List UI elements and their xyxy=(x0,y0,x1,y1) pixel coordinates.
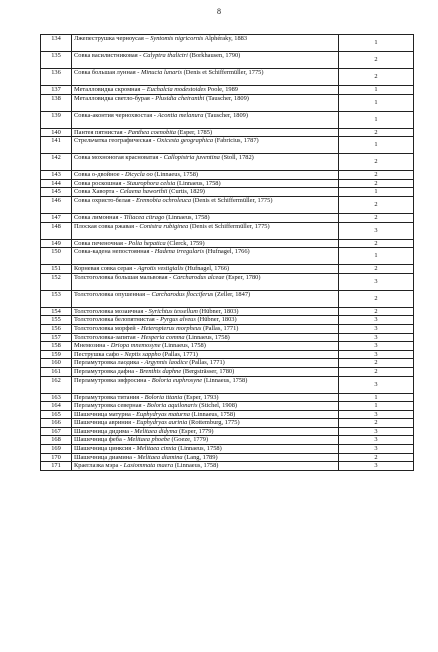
scientific-name: Boloria aquilonaris xyxy=(146,402,198,410)
row-number: 149 xyxy=(41,239,72,248)
species-name xyxy=(72,248,339,265)
author-year: (Stichel, 1908) xyxy=(197,402,238,410)
russian-name: Перламутровка лаодика - xyxy=(74,359,145,367)
category-value: 1 xyxy=(339,94,414,111)
author-year: (Linnaeus, 1758) xyxy=(160,342,206,350)
author-year: (Esper, 1785) xyxy=(175,128,213,136)
scientific-name: Panthea coenobita xyxy=(127,128,176,136)
table-row xyxy=(41,316,414,325)
scientific-name: Boloria euphrosyne xyxy=(151,376,203,384)
scientific-name: Lasiommata maera xyxy=(123,462,174,470)
russian-name: Плоская совка ржавая - xyxy=(74,222,140,230)
row-number: 157 xyxy=(41,333,72,342)
author-year: (Hufnagel, 1766) xyxy=(183,265,230,273)
table-row xyxy=(41,350,414,359)
scientific-name: Brenthis daphne xyxy=(139,367,182,375)
table-row xyxy=(41,273,414,290)
scientific-name: Argynnis laodice xyxy=(144,359,188,367)
scientific-name: Euchalcia modestoides xyxy=(146,86,206,93)
scientific-name: Agrotis vestigialis xyxy=(137,265,184,273)
category-value: 3 xyxy=(339,333,414,342)
table-row xyxy=(41,154,414,171)
row-number: 170 xyxy=(41,453,72,462)
author-year: (Linnaeus, 1758) xyxy=(184,333,230,341)
author-year: (Pallas, 1771) xyxy=(187,359,225,367)
row-number: 162 xyxy=(41,376,72,393)
row-number: 141 xyxy=(41,137,72,154)
scientific-name: Hadena irregularis xyxy=(154,248,205,256)
russian-name: Шашечница феба - xyxy=(74,436,128,444)
table-row xyxy=(41,35,414,52)
species-name xyxy=(72,367,339,376)
species-name xyxy=(72,52,339,69)
row-number: 163 xyxy=(41,393,72,402)
row-number: 167 xyxy=(41,427,72,436)
category-value: 3 xyxy=(339,376,414,393)
row-number: 154 xyxy=(41,307,72,316)
table-row xyxy=(41,427,414,436)
row-number: 134 xyxy=(41,35,72,52)
scientific-name: Syntomis nigricornis xyxy=(150,35,204,42)
table-row xyxy=(41,453,414,462)
category-value: 3 xyxy=(339,324,414,333)
russian-name: Корневая совка серая - xyxy=(74,265,138,273)
russian-name: Металловидка скромная – xyxy=(74,86,147,93)
scientific-name: Pyrgus alveus xyxy=(160,316,196,324)
table-row xyxy=(41,94,414,111)
table-row xyxy=(41,462,414,471)
category-value: 2 xyxy=(339,154,414,171)
species-name xyxy=(72,196,339,213)
author-year: (Pallas, 1771) xyxy=(201,324,239,332)
row-number: 161 xyxy=(41,367,72,376)
species-name xyxy=(72,350,339,359)
table-row xyxy=(41,367,414,376)
author-year: (Stoll, 1782) xyxy=(219,154,254,162)
table-row xyxy=(41,222,414,239)
author-year: (Clerck, 1759) xyxy=(165,239,205,247)
table-row xyxy=(41,196,414,213)
category-value: 2 xyxy=(339,196,414,213)
species-name xyxy=(72,128,339,137)
category-value: 1 xyxy=(339,248,414,265)
russian-name: Толстоголовка большая мальвовая - xyxy=(74,273,173,281)
category-value: 3 xyxy=(339,222,414,239)
category-value: 1 xyxy=(339,393,414,402)
russian-name: Толстоголовка опушенная – xyxy=(74,290,152,298)
scientific-name: Euphydryas maturna xyxy=(136,410,190,418)
author-year: (Borkhausen, 1790) xyxy=(187,52,241,59)
species-name xyxy=(72,137,339,154)
row-number: 165 xyxy=(41,410,72,419)
table-row xyxy=(41,410,414,419)
russian-name: Краеглазка мэра - xyxy=(74,462,124,470)
row-number: 136 xyxy=(41,69,72,86)
category-value: 3 xyxy=(339,445,414,454)
author-year: (Tauscher, 1809) xyxy=(204,94,249,102)
russian-name: Мнемозина - xyxy=(74,342,111,350)
row-number: 148 xyxy=(41,222,72,239)
category-value: 2 xyxy=(339,213,414,222)
table-row xyxy=(41,333,414,342)
species-name xyxy=(72,393,339,402)
category-value: 1 xyxy=(339,188,414,197)
author-year: (Hübner, 1803) xyxy=(197,307,239,315)
species-table xyxy=(40,34,414,471)
category-value: 2 xyxy=(339,453,414,462)
species-name xyxy=(72,222,339,239)
russian-name: Совка охристо-белая - xyxy=(74,196,136,204)
scientific-name: Polia hepatica xyxy=(128,239,166,247)
species-name xyxy=(72,436,339,445)
category-value: 2 xyxy=(339,128,414,137)
row-number: 140 xyxy=(41,128,72,137)
row-number: 168 xyxy=(41,436,72,445)
russian-name: Толстоголовка белопятнистая - xyxy=(74,316,161,324)
author-year: (Tauscher, 1809) xyxy=(203,111,248,119)
category-value: 2 xyxy=(339,239,414,248)
scientific-name: Carcharodus alceae xyxy=(172,273,225,281)
category-value: 3 xyxy=(339,410,414,419)
row-number: 143 xyxy=(41,171,72,180)
table-row xyxy=(41,179,414,188)
russian-name: Совка Хаворта - xyxy=(74,188,120,196)
russian-name: Перламутровка дафна - xyxy=(74,367,140,375)
scientific-name: Carcharodus flocciferus xyxy=(151,290,214,298)
russian-name: Перламутровка титания - xyxy=(74,393,145,401)
species-name xyxy=(72,410,339,419)
row-number: 137 xyxy=(41,86,72,95)
scientific-name: Oxicesta geographica xyxy=(156,137,214,145)
row-number: 156 xyxy=(41,324,72,333)
russian-name: Совка мохноногая красноватая - xyxy=(74,154,164,162)
species-name xyxy=(72,342,339,351)
row-number: 164 xyxy=(41,402,72,411)
scientific-name: Minucia lunaris xyxy=(141,69,183,76)
species-name xyxy=(72,188,339,197)
category-value: 1 xyxy=(339,111,414,128)
scientific-name: Melitaea diamina xyxy=(137,453,183,461)
table-row xyxy=(41,436,414,445)
table-row xyxy=(41,52,414,69)
russian-name: Совка роскошная - xyxy=(74,179,127,187)
species-name xyxy=(72,462,339,471)
row-number: 138 xyxy=(41,94,72,111)
category-value: 3 xyxy=(339,342,414,351)
author-year: (Hübner, 1803) xyxy=(195,316,237,324)
russian-name: Совка о-двойное - xyxy=(74,171,125,179)
species-name xyxy=(72,333,339,342)
table-row xyxy=(41,171,414,180)
scientific-name: Heteropterus morpheus xyxy=(141,324,202,332)
author-year: (Zeller, 1847) xyxy=(213,290,251,298)
russian-name: Лжепеструшка черноусая – xyxy=(74,35,151,42)
author-year: (Esper, 1779) xyxy=(177,427,214,435)
author-year: (Rottemburg, 1775) xyxy=(187,419,240,427)
author-year: (Pallas, 1771) xyxy=(160,350,198,358)
scientific-name: Celaena haworthii xyxy=(119,188,168,196)
table-row xyxy=(41,307,414,316)
table-row xyxy=(41,248,414,265)
russian-name: Толстоголовка морфей - xyxy=(74,324,142,332)
russian-name: Шашечница матурна - xyxy=(74,410,137,418)
russian-name: Перламутровка эвфросина - xyxy=(74,376,152,384)
author-year: (Bergsträsser, 1780) xyxy=(181,367,235,375)
russian-name: Совка большая лунная - xyxy=(74,69,142,76)
category-value: 2 xyxy=(339,52,414,69)
category-value: 2 xyxy=(339,367,414,376)
category-value: 3 xyxy=(339,427,414,436)
table-row xyxy=(41,393,414,402)
page-number: 8 xyxy=(217,7,221,16)
russian-name: Перламутровка северная - xyxy=(74,402,147,410)
table-row xyxy=(41,239,414,248)
species-name xyxy=(72,316,339,325)
russian-name: Стрельчатка географическая - xyxy=(74,137,157,145)
category-value: 1 xyxy=(339,402,414,411)
row-number: 152 xyxy=(41,273,72,290)
row-number: 146 xyxy=(41,196,72,213)
scientific-name: Conistra rubiginea xyxy=(139,222,189,230)
row-number: 171 xyxy=(41,462,72,471)
scientific-name: Dicycla oo xyxy=(124,171,153,179)
table-row xyxy=(41,111,414,128)
row-number: 166 xyxy=(41,419,72,428)
row-number: 169 xyxy=(41,445,72,454)
scientific-name: Plusidia cheiranthi xyxy=(155,94,205,102)
species-name xyxy=(72,376,339,393)
table-row xyxy=(41,137,414,154)
russian-name: Совка василистниковая - xyxy=(74,52,144,59)
category-value: 1 xyxy=(339,86,414,95)
species-name xyxy=(72,265,339,274)
category-value: 3 xyxy=(339,436,414,445)
species-name xyxy=(72,324,339,333)
category-value: 2 xyxy=(339,290,414,307)
species-name xyxy=(72,154,339,171)
species-name xyxy=(72,213,339,222)
author-year: (Denis et Schiffermüller, 1775) xyxy=(188,222,270,230)
russian-name: Совка-кадена непостоянная - xyxy=(74,248,155,256)
category-value: 3 xyxy=(339,273,414,290)
row-number: 142 xyxy=(41,154,72,171)
row-number: 145 xyxy=(41,188,72,197)
russian-name: Шашечница авриния - xyxy=(74,419,137,427)
row-number: 153 xyxy=(41,290,72,307)
species-name xyxy=(72,35,339,52)
species-name xyxy=(72,307,339,316)
author-year: (Linnaeus, 1758) xyxy=(173,462,219,470)
species-name xyxy=(72,171,339,180)
table-row xyxy=(41,265,414,274)
scientific-name: Callopistria juventina xyxy=(163,154,220,162)
author-year: (Linnaeus, 1758) xyxy=(152,171,199,179)
table-row xyxy=(41,445,414,454)
table-row xyxy=(41,342,414,351)
russian-name: Шашечница диамина - xyxy=(74,453,138,461)
russian-name: Пеструшка сафо - xyxy=(74,350,125,358)
species-name xyxy=(72,445,339,454)
author-year: (Goeze, 1779) xyxy=(169,436,209,444)
species-name xyxy=(72,179,339,188)
scientific-name: Staurophora celsia xyxy=(126,179,176,187)
category-value: 2 xyxy=(339,265,414,274)
species-table-body xyxy=(41,35,414,471)
row-number: 135 xyxy=(41,52,72,69)
species-name xyxy=(72,111,339,128)
table-row xyxy=(41,188,414,197)
row-number: 160 xyxy=(41,359,72,368)
row-number: 158 xyxy=(41,342,72,351)
author-year: Alphéraky, 1883 xyxy=(203,35,248,42)
russian-name: Совка-аконтия чернохвостая - xyxy=(74,111,158,119)
russian-name: Пантея пятнистая - xyxy=(74,128,128,136)
author-year: (Hufnagel, 1766) xyxy=(204,248,250,256)
row-number: 147 xyxy=(41,213,72,222)
category-value: 2 xyxy=(339,307,414,316)
author-year: (Linnaeus, 1758) xyxy=(164,213,210,221)
table-row xyxy=(41,324,414,333)
row-number: 151 xyxy=(41,265,72,274)
row-number: 150 xyxy=(41,248,72,265)
russian-name: Шашечница цинксия - xyxy=(74,445,137,453)
russian-name: Толстоголовка-запятая - xyxy=(74,333,142,341)
species-name xyxy=(72,94,339,111)
species-name xyxy=(72,273,339,290)
table-row xyxy=(41,419,414,428)
species-name xyxy=(72,419,339,428)
category-value: 2 xyxy=(339,359,414,368)
species-name xyxy=(72,359,339,368)
table-row xyxy=(41,290,414,307)
scientific-name: Driopa mnemosyne xyxy=(110,342,161,350)
row-number: 155 xyxy=(41,316,72,325)
species-name xyxy=(72,402,339,411)
author-year: (Denis et Schiffermüller, 1775) xyxy=(191,196,273,204)
species-name xyxy=(72,427,339,436)
species-name xyxy=(72,290,339,307)
category-value: 3 xyxy=(339,350,414,359)
category-value: 3 xyxy=(339,462,414,471)
author-year: (Fabricius, 1787) xyxy=(213,137,259,145)
author-year: Poole, 1989 xyxy=(205,86,238,93)
category-value: 2 xyxy=(339,171,414,180)
table-row xyxy=(41,86,414,95)
category-value: 2 xyxy=(339,179,414,188)
author-year: (Lang, 1789) xyxy=(182,453,218,461)
species-name xyxy=(72,453,339,462)
row-number: 139 xyxy=(41,111,72,128)
author-year: (Esper, 1780) xyxy=(224,273,261,281)
author-year: (Denis et Schiffermüller, 1775) xyxy=(182,69,264,76)
category-value: 3 xyxy=(339,316,414,325)
table-row xyxy=(41,69,414,86)
author-year: (Esper, 1793) xyxy=(182,393,219,401)
russian-name: Совка печеночная - xyxy=(74,239,129,247)
author-year: (Curtis, 1829) xyxy=(167,188,205,196)
russian-name: Совка лимонная - xyxy=(74,213,124,221)
scientific-name: Boloria titania xyxy=(144,393,183,401)
category-value: 1 xyxy=(339,35,414,52)
scientific-name: Euphydryas aurinia xyxy=(136,419,188,427)
table-row xyxy=(41,128,414,137)
table-row xyxy=(41,376,414,393)
author-year: (Linnaeus, 1758) xyxy=(189,410,236,418)
russian-name: Толстоголовка мозаичная - xyxy=(74,307,149,315)
table-row xyxy=(41,359,414,368)
scientific-name: Tiliacea citrago xyxy=(123,213,165,221)
species-name xyxy=(72,86,339,95)
author-year: (Linnaeus, 1758) xyxy=(175,179,221,187)
row-number: 144 xyxy=(41,179,72,188)
author-year: (Linnaeus, 1758) xyxy=(202,376,248,384)
table-row xyxy=(41,402,414,411)
scientific-name: Melitaea cinxia xyxy=(136,445,177,453)
scientific-name: Melitaea didyma xyxy=(134,427,178,435)
author-year: (Linnaeus, 1758) xyxy=(176,445,222,453)
category-value: 1 xyxy=(339,137,414,154)
scientific-name: Neptis sappho xyxy=(124,350,161,358)
scientific-name: Hesperia comma xyxy=(141,333,185,341)
category-value: 2 xyxy=(339,69,414,86)
scientific-name: Syrichtus tessellum xyxy=(148,307,198,315)
scientific-name: Eremobia ochroleuca xyxy=(135,196,192,204)
russian-name: Шашечница дидима - xyxy=(74,427,135,435)
russian-name: Металловидка светло-бурая - xyxy=(74,94,156,102)
category-value: 2 xyxy=(339,419,414,428)
scientific-name: Acontia melanura xyxy=(157,111,204,119)
table-row xyxy=(41,213,414,222)
species-name xyxy=(72,69,339,86)
row-number: 159 xyxy=(41,350,72,359)
species-name xyxy=(72,239,339,248)
scientific-name: Melitaea phoebe xyxy=(127,436,170,444)
scientific-name: Calyptra thalictri xyxy=(143,52,188,59)
